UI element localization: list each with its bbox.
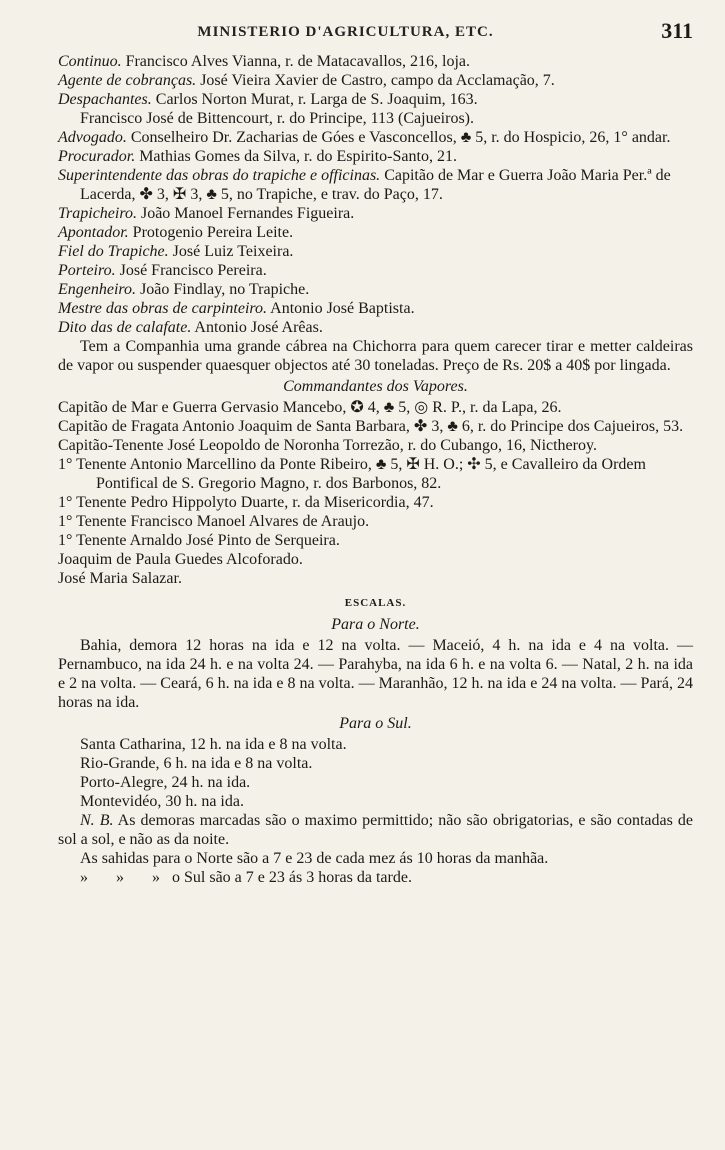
south-port-line: Montevidéo, 30 h. na ida. — [80, 793, 244, 810]
north-title: Para o Norte. — [331, 616, 420, 633]
commander-entry: 1° Tenente Arnaldo José Pinto de Serqueira. — [58, 532, 340, 549]
running-head: MINISTERIO D'AGRICULTURA, ETC. — [197, 24, 494, 40]
departures-north: As sahidas para o Norte são a 7 e 23 de cada mez ás 10 horas da manhãa. — [80, 850, 549, 867]
commander-entry: 1° Tenente Antonio Marcellino da Ponte Ribeiro, ♣ 5, ✠ H. O.; ✣ 5, e Cavalleiro da Ordem Pontifical de S. Gregorio Magno, r. dos Barbonos, 82. — [58, 456, 646, 492]
commanders-title: Commandantes dos Vapores. — [283, 378, 468, 395]
north-schedule: Bahia, demora 12 horas na ida e 12 na volta. — Maceió, 4 h. na ida e 4 na volta. — Pernambuco, na ida 24 h. e na volta 24. — Parahyba, na ida 6 h. e na volta 6. — Natal, 2 h. na ida e 2 na volta. — Ceará, 6 h. na ida e 8 na volta. — Maranhão, 12 h. na ida e 24 na volta. — Pará, 24 horas na ida. — [58, 637, 693, 711]
commander-entry: Joaquim de Paula Guedes Alcoforado. — [58, 551, 303, 568]
staff-entry: Fiel do Trapiche. José Luiz Teixeira. — [58, 243, 294, 260]
staff-entry: Dito das de calafate. Antonio José Arêas. — [58, 319, 323, 336]
south-schedule — [58, 735, 693, 811]
commanders-list — [58, 398, 693, 588]
page-body — [58, 52, 693, 887]
staff-entry: Agente de cobranças. José Vieira Xavier de Castro, campo da Acclamação, 7. — [58, 72, 555, 89]
staff-entry: Despachantes. Carlos Norton Murat, r. Larga de S. Joaquim, 163. — [58, 91, 478, 108]
south-title: Para o Sul. — [339, 715, 412, 732]
commander-entry: Capitão-Tenente José Leopoldo de Noronha Torrezão, r. do Cubango, 16, Nictheroy. — [58, 437, 597, 454]
south-port-line: Porto-Alegre, 24 h. na ida. — [80, 774, 251, 791]
page-number: 311 — [661, 18, 693, 43]
staff-entry: Engenheiro. João Findlay, no Trapiche. — [58, 281, 310, 298]
departures-south: » » » o Sul são a 7 e 23 ás 3 horas da tarde. — [80, 869, 412, 886]
south-port-line: Rio-Grande, 6 h. na ida e 8 na volta. — [80, 755, 313, 772]
crane-paragraph: Tem a Companhia uma grande cábrea na Chichorra para quem carecer tirar e metter caldeiras de vapor ou suspender quaesquer objectos até 30 toneladas. Preço de Rs. 20$ a 40$ por lingada. — [58, 338, 693, 374]
escalas-title: ESCALAS. — [344, 597, 407, 609]
staff-list — [58, 52, 693, 337]
commander-entry: Capitão de Mar e Guerra Gervasio Mancebo, ✪ 4, ♣ 5, ◎ R. P., r. da Lapa, 26. — [58, 399, 562, 416]
commander-entry: 1° Tenente Pedro Hippolyto Duarte, r. da Misericordia, 47. — [58, 494, 434, 511]
staff-entry: Continuo. Francisco Alves Vianna, r. de Matacavallos, 216, loja. — [58, 53, 470, 70]
staff-entry: Trapicheiro. João Manoel Fernandes Figueira. — [58, 205, 355, 222]
commander-entry: José Maria Salazar. — [58, 570, 182, 587]
nota-bene — [58, 811, 693, 849]
commander-entry: Capitão de Fragata Antonio Joaquim de Santa Barbara, ✤ 3, ♣ 6, r. do Principe dos Cajueiros, 53. — [58, 418, 684, 435]
commander-entry: 1° Tenente Francisco Manoel Alvares de Araujo. — [58, 513, 370, 530]
nb-text: As demoras marcadas são o maximo permittido; não são obrigatorias, e são contadas de sol a sol, e não as da noite. — [58, 812, 693, 848]
staff-entry: Francisco José de Bittencourt, r. do Principe, 113 (Cajueiros). — [80, 110, 474, 127]
nb-label: N. B. — [80, 812, 114, 829]
staff-entry: Advogado. Conselheiro Dr. Zacharias de Góes e Vasconcellos, ♣ 5, r. do Hospicio, 26, 1° andar. — [58, 129, 671, 146]
staff-entry: Superintendente das obras do trapiche e officinas. Capitão de Mar e Guerra João Maria Per.ª de Lacerda, ✤ 3, ✠ 3, ♣ 5, no Trapiche, e trav. do Paço, 17. — [58, 167, 671, 203]
staff-entry: Mestre das obras de carpinteiro. Antonio José Baptista. — [58, 300, 415, 317]
staff-entry: Procurador. Mathias Gomes da Silva, r. do Espirito-Santo, 21. — [58, 148, 457, 165]
staff-entry: Porteiro. José Francisco Pereira. — [58, 262, 267, 279]
staff-entry: Apontador. Protogenio Pereira Leite. — [58, 224, 294, 241]
page-header — [58, 18, 693, 52]
south-port-line: Santa Catharina, 12 h. na ida e 8 na volta. — [80, 736, 347, 753]
